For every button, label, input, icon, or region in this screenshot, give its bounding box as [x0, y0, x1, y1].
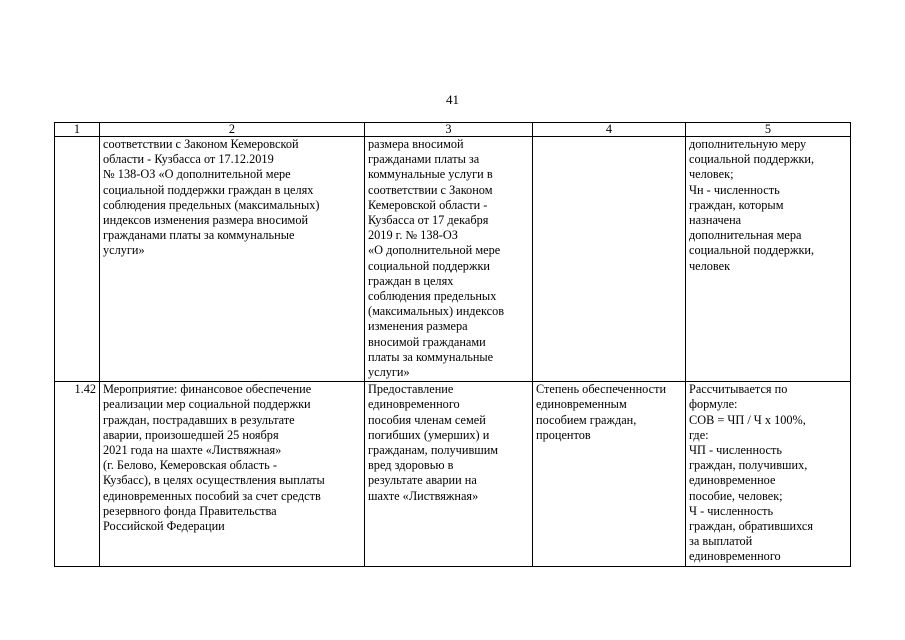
- table-cell-col2: [100, 382, 365, 566]
- cell-text-line: единовременное: [689, 473, 776, 488]
- row-number-cell: [55, 137, 100, 382]
- cell-text-line: платы за коммунальные: [368, 349, 494, 364]
- cell-text-line: Кузбасса от 17 декабря: [368, 213, 489, 228]
- header-col-4: 4: [533, 123, 686, 137]
- header-col-2: 2: [100, 123, 365, 137]
- cell-text-line: формуле:: [689, 397, 738, 412]
- table-cell-col4: [533, 382, 686, 566]
- cell-text-line: социальной поддержки: [368, 258, 491, 273]
- cell-text-line: пособием граждан,: [536, 412, 637, 427]
- cell-text-line: Степень обеспеченности: [536, 382, 667, 397]
- header-col-5: 5: [686, 123, 851, 137]
- cell-text-line: соответствии с Законом: [368, 182, 493, 197]
- cell-text-line: (г. Белово, Кемеровская область -: [103, 458, 277, 473]
- cell-text-line: Кемеровской области -: [368, 197, 488, 212]
- cell-text-line: единовременным: [536, 397, 627, 412]
- cell-text-line: пособия членам семей: [368, 412, 486, 427]
- cell-text-line: Мероприятие: финансовое обеспечение: [103, 382, 312, 397]
- cell-text-line: гражданам, получившим: [368, 443, 499, 458]
- cell-text-line: где:: [689, 427, 709, 442]
- cell-text-line: размера вносимой: [368, 137, 464, 151]
- cell-text-line: погибших (умерших) и: [368, 427, 490, 442]
- cell-text-line: человек: [689, 258, 731, 273]
- row-number-cell: 1.42: [55, 382, 100, 566]
- header-col-1: 1: [55, 123, 100, 137]
- cell-text-line: граждан, получивших,: [689, 458, 808, 473]
- table-row: [55, 137, 851, 382]
- cell-text-line: ЧП - численность: [689, 443, 782, 458]
- cell-text-line: процентов: [536, 427, 591, 442]
- cell-text-line: (максимальных) индексов: [368, 304, 505, 319]
- cell-text-line: соблюдения предельных (максимальных): [103, 197, 320, 212]
- cell-text-line: резервного фонда Правительства: [103, 503, 277, 518]
- cell-text-line: дополнительную меру: [689, 137, 807, 151]
- cell-text-line: Кузбасс), в целях осуществления выплаты: [103, 473, 325, 488]
- cell-text-line: социальной поддержки,: [689, 243, 815, 258]
- table-row: [55, 382, 851, 566]
- table-cell-col3: [365, 382, 533, 566]
- cell-text-line: соответствии с Законом Кемеровской: [103, 137, 299, 151]
- cell-text-line: граждан в целях: [368, 273, 454, 288]
- cell-text-line: единовременного: [689, 549, 781, 564]
- cell-text-line: единовременных пособий за счет средств: [103, 488, 321, 503]
- cell-text-line: назначена: [689, 213, 742, 228]
- cell-text-line: СОВ = ЧП / Ч х 100%,: [689, 412, 806, 427]
- cell-text-line: вносимой гражданами: [368, 334, 486, 349]
- cell-text-line: коммунальные услуги в: [368, 167, 493, 182]
- cell-text-line: области - Кузбасса от 17.12.2019: [103, 152, 274, 167]
- cell-text-line: граждан, обратившихся: [689, 519, 814, 534]
- table-cell-col3: [365, 137, 533, 382]
- cell-text-line: граждан, пострадавших в результате: [103, 412, 295, 427]
- cell-text-line: 2019 г. № 138-ОЗ: [368, 228, 458, 243]
- table-header-row: [55, 123, 851, 137]
- cell-text-line: социальной поддержки,: [689, 152, 815, 167]
- cell-text-line: Ч - численность: [689, 503, 774, 518]
- indicators-table: [54, 122, 851, 567]
- cell-text-line: социальной поддержки граждан в целях: [103, 182, 314, 197]
- cell-text-line: гражданами платы за: [368, 152, 480, 167]
- cell-text-line: реализации мер социальной поддержки: [103, 397, 311, 412]
- cell-text-line: человек;: [689, 167, 734, 182]
- cell-text-line: шахте «Листвяжная»: [368, 488, 479, 503]
- cell-text-line: Российской Федерации: [103, 519, 225, 534]
- cell-text-line: граждан, которым: [689, 197, 784, 212]
- table-cell-col2: [100, 137, 365, 382]
- cell-text-line: дополнительная мера: [689, 228, 802, 243]
- cell-text-line: соблюдения предельных: [368, 289, 497, 304]
- cell-text-line: Чн - численность: [689, 182, 780, 197]
- cell-text-line: изменения размера: [368, 319, 468, 334]
- cell-text-line: Предоставление: [368, 382, 454, 397]
- page-number: 41: [446, 92, 459, 107]
- table-cell-col5: [686, 382, 851, 566]
- cell-text-line: индексов изменения размера вносимой: [103, 213, 309, 228]
- table-cell-col5: [686, 137, 851, 382]
- header-col-3: 3: [365, 123, 533, 137]
- cell-text-line: единовременного: [368, 397, 460, 412]
- cell-text-line: результате аварии на: [368, 473, 477, 488]
- cell-text-line: «О дополнительной мере: [368, 243, 501, 258]
- cell-text-line: за выплатой: [689, 534, 753, 549]
- table-cell-col4: [533, 137, 686, 382]
- cell-text-line: аварии, произошедшей 25 ноября: [103, 427, 279, 442]
- cell-text-line: Рассчитывается по: [689, 382, 788, 397]
- cell-text-line: гражданами платы за коммунальные: [103, 228, 295, 243]
- cell-text-line: 2021 года на шахте «Листвяжная»: [103, 443, 282, 458]
- cell-text-line: вред здоровью в: [368, 458, 454, 473]
- cell-text-line: № 138-ОЗ «О дополнительной мере: [103, 167, 291, 182]
- cell-text-line: пособие, человек;: [689, 488, 783, 503]
- cell-text-line: услуги»: [368, 365, 410, 380]
- cell-text-line: услуги»: [103, 243, 145, 258]
